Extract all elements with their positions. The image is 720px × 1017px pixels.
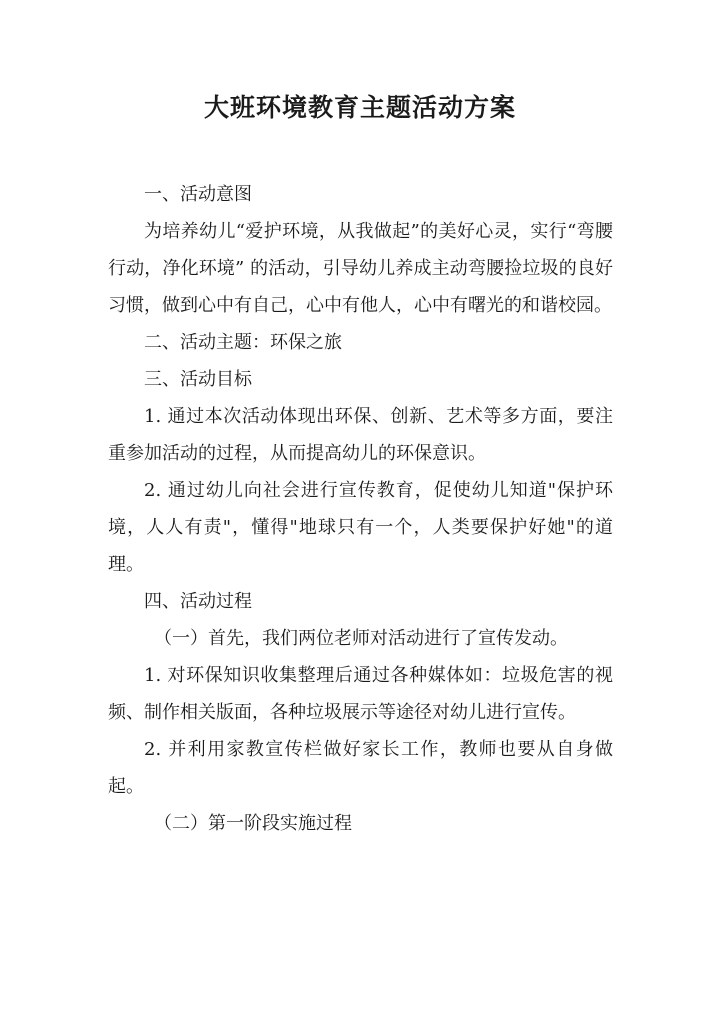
subsection-heading-2: （二）第一阶段实施过程 [154, 813, 352, 834]
goal-item-2: 2. 通过幼儿向社会进行宣传教育，促使幼儿知道"保护环境，人人有责"，懂得"地球只有一个，人类要保护好她"的道理。 [108, 480, 613, 575]
process-item-1: 1. 对环保知识收集整理后通过各种媒体如：垃圾危害的视频、制作相关版面，各种垃圾展示等途径对幼儿进行宣传。 [108, 665, 613, 723]
paragraph-intent: 为培养幼儿“爱护环境，从我做起”的美好心灵，实行“弯腰行动，净化环境” 的活动，引导幼儿养成主动弯腰捡垃圾的良好习惯，做到心中有自己，心中有他人，心中有曙光的和谐校园。 [108, 221, 613, 316]
section-heading-process: 四、活动过程 [144, 591, 252, 612]
process-item-2: 2. 并利用家教宣传栏做好家长工作，教师也要从自身做起。 [108, 739, 613, 797]
section-heading-theme: 二、活动主题：环保之旅 [144, 332, 342, 353]
subsection-heading-1: （一）首先，我们两位老师对活动进行了宣传发动。 [154, 628, 568, 649]
section-heading-goals: 三、活动目标 [144, 369, 252, 390]
document-title: 大班环境教育主题活动方案 [203, 93, 516, 122]
section-heading-intent: 一、活动意图 [144, 184, 252, 205]
goal-item-1: 1. 通过本次活动体现出环保、创新、艺术等多方面，要注重参加活动的过程，从而提高幼儿的环保意识。 [108, 406, 613, 464]
document-body [108, 176, 613, 842]
